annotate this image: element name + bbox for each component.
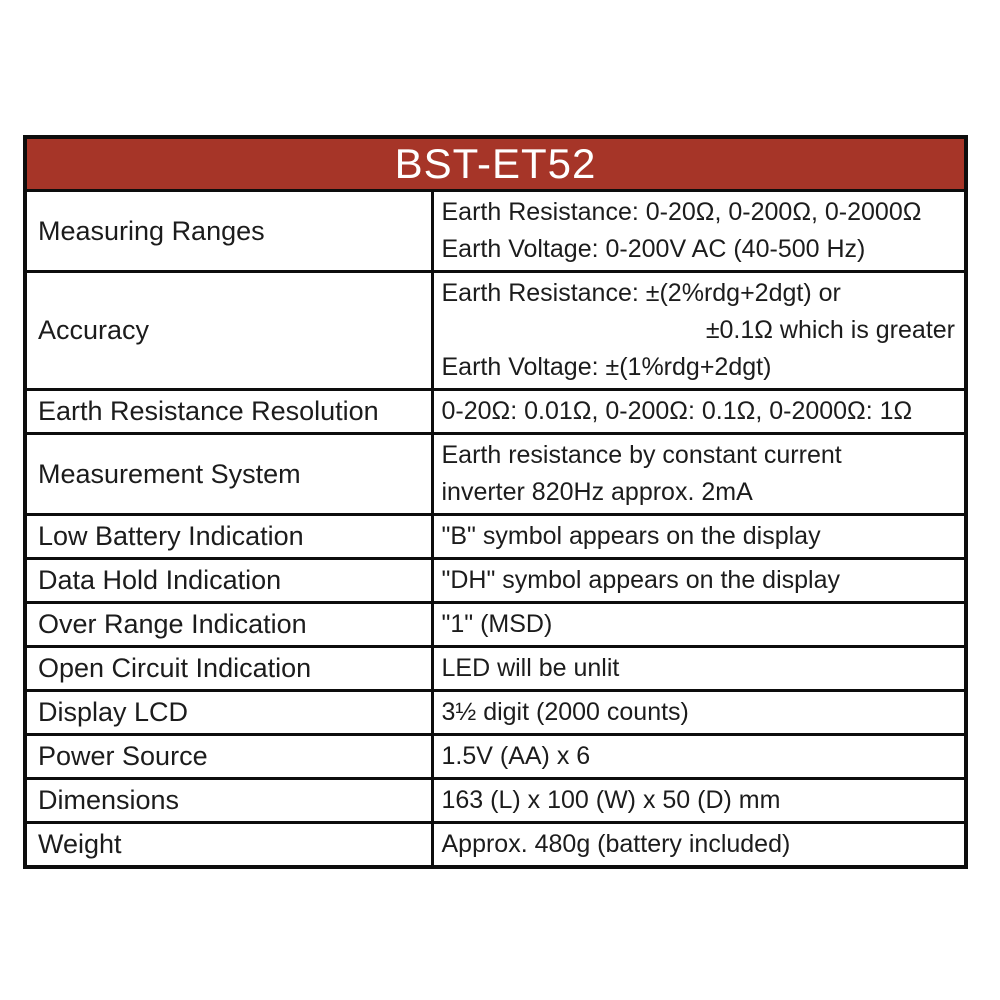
spec-table-body: [25, 191, 966, 868]
spec-label: Display LCD: [25, 691, 432, 735]
spec-label: Measuring Ranges: [25, 191, 432, 272]
spec-row: [25, 191, 966, 272]
spec-value: [432, 272, 966, 390]
spec-value: [432, 823, 966, 868]
spec-label: Accuracy: [25, 272, 432, 390]
spec-value-line: ±0.1Ω which is greater: [705, 316, 955, 344]
spec-label: Data Hold Indication: [25, 559, 432, 603]
spec-value-line: inverter 820Hz approx. 2mA: [441, 478, 753, 506]
spec-row: [25, 390, 966, 434]
spec-value-line: Earth Voltage: ±(1%rdg+2dgt): [441, 353, 772, 381]
spec-value-line: Earth resistance by constant current: [441, 441, 842, 469]
spec-label: Earth Resistance Resolution: [25, 390, 432, 434]
spec-row: [25, 647, 966, 691]
spec-label: Power Source: [25, 735, 432, 779]
spec-value-line: Approx. 480g (battery included): [441, 830, 791, 858]
spec-value: [432, 559, 966, 603]
spec-value-line: Earth Resistance: 0-20Ω, 0-200Ω, 0-2000Ω: [441, 198, 922, 226]
spec-label: Measurement System: [25, 434, 432, 515]
model-title: BST-ET52: [25, 137, 966, 191]
spec-label: Over Range Indication: [25, 603, 432, 647]
spec-value: [432, 779, 966, 823]
spec-row: [25, 272, 966, 390]
spec-row: [25, 515, 966, 559]
spec-value: [432, 390, 966, 434]
spec-row: [25, 691, 966, 735]
spec-value: [432, 647, 966, 691]
spec-table: [23, 135, 968, 869]
spec-value-line: Earth Resistance: ±(2%rdg+2dgt) or: [441, 279, 841, 307]
spec-row: [25, 559, 966, 603]
spec-value-line: "DH" symbol appears on the display: [441, 566, 840, 594]
spec-row: [25, 779, 966, 823]
spec-value-line: 3½ digit (2000 counts): [441, 698, 689, 726]
spec-row: [25, 434, 966, 515]
spec-value: [432, 691, 966, 735]
spec-row: [25, 823, 966, 868]
spec-label: Weight: [25, 823, 432, 868]
spec-value: [432, 603, 966, 647]
spec-value-line: "1" (MSD): [441, 610, 553, 638]
spec-value-line: 0-20Ω: 0.01Ω, 0-200Ω: 0.1Ω, 0-2000Ω: 1Ω: [441, 397, 913, 425]
spec-value: [432, 434, 966, 515]
spec-value-line: Earth Voltage: 0-200V AC (40-500 Hz): [441, 235, 866, 263]
spec-value-line: 1.5V (AA) x 6: [441, 742, 591, 770]
spec-row: [25, 735, 966, 779]
spec-value: [432, 515, 966, 559]
table-header-row: [25, 137, 966, 191]
spec-value: [432, 735, 966, 779]
spec-value: [432, 191, 966, 272]
spec-label: Open Circuit Indication: [25, 647, 432, 691]
spec-row: [25, 603, 966, 647]
spec-value-line: 163 (L) x 100 (W) x 50 (D) mm: [441, 786, 781, 814]
spec-value-line: "B" symbol appears on the display: [441, 522, 821, 550]
spec-label: Dimensions: [25, 779, 432, 823]
spec-label: Low Battery Indication: [25, 515, 432, 559]
spec-value-line: LED will be unlit: [441, 654, 620, 682]
